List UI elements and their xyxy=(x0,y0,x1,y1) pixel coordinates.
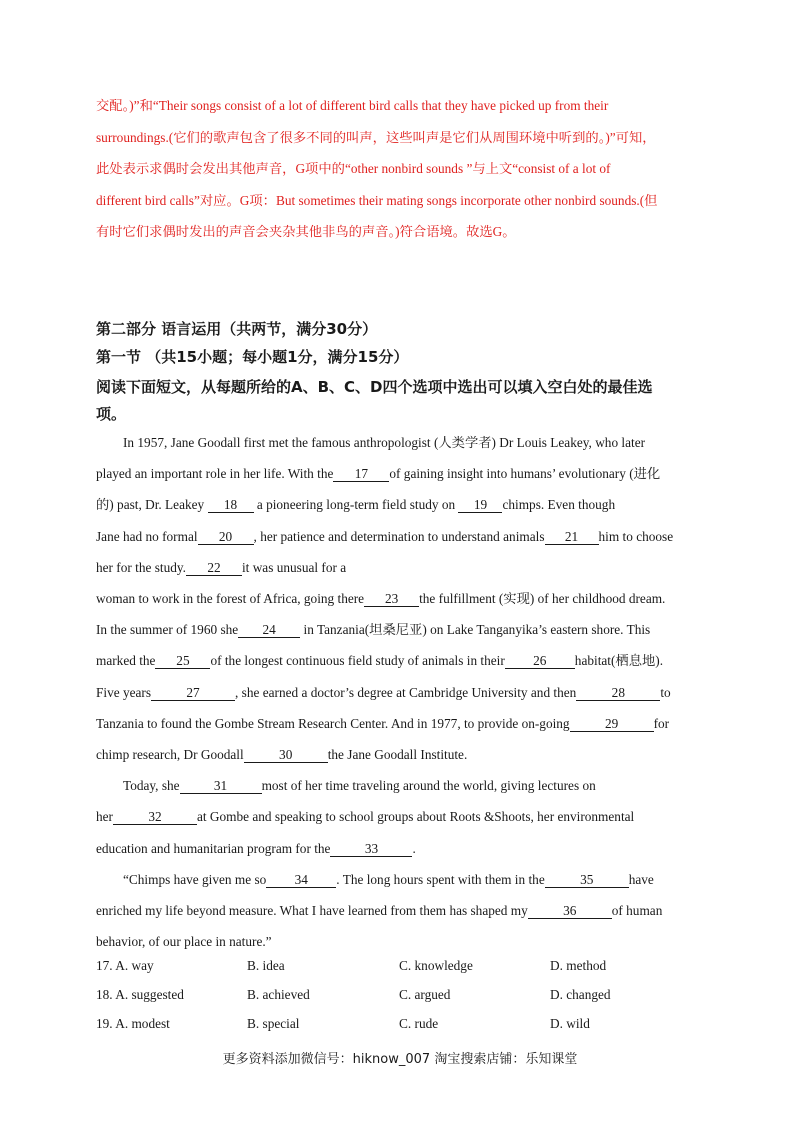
passage-line: played an important role in her life. With the 17 of gaining insight into humans’ evolutionary (进化 xyxy=(96,466,661,482)
instruction-line: 阅读下面短文，从每题所给的A、B、C、D四个选项中选出可以填入空白处的最佳选 xyxy=(96,378,653,396)
passage-line: In the summer of 1960 she 24 in Tanzania(坦桑尼亚) on Lake Tanganyika’s eastern shore. This xyxy=(96,622,651,638)
option-c[interactable]: C. rude xyxy=(399,1016,439,1031)
passage-line: Jane had no formal 20 , her patience and determination to understand animals 21 him to choose xyxy=(96,528,674,544)
blank-30[interactable]: 30 xyxy=(244,747,328,763)
explanation-line: surroundings.(它们的歌声包含了很多不同的叫声，这些叫声是它们从周围环境中听到的。)”可知， xyxy=(96,129,656,145)
question-18-options xyxy=(96,987,708,1016)
explanation-line: 交配。)”和“Their songs consist of a lot of different bird calls that they have picked up from their xyxy=(96,98,609,113)
passage-line: woman to work in the forest of Africa, going there 23 the fulfillment (实现) of her childhood dream. xyxy=(96,591,666,607)
blank-31[interactable]: 31 xyxy=(180,778,262,794)
explanation-line: different bird calls”对应。G项：But sometimes their mating songs incorporate other nonbird sounds.(但 xyxy=(96,192,658,208)
blank-26[interactable]: 26 xyxy=(505,653,575,669)
blank-32[interactable]: 32 xyxy=(113,809,197,825)
option-d[interactable]: D. wild xyxy=(550,1016,590,1031)
blank-29[interactable]: 29 xyxy=(570,716,654,732)
passage-line: Today, she 31 most of her time traveling around the world, giving lectures on xyxy=(123,778,596,794)
blank-19[interactable]: 19 xyxy=(458,497,502,513)
blank-27[interactable]: 27 xyxy=(151,685,235,701)
passage-line: education and humanitarian program for the 33 . xyxy=(96,840,416,856)
passage-line: Five years 27 , she earned a doctor’s degree at Cambridge University and then 28 to xyxy=(96,684,671,700)
question-17-options xyxy=(96,958,708,987)
passage-line: Tanzania to found the Gombe Stream Research Center. And in 1977, to provide on-going 29 for xyxy=(96,715,670,731)
option-b[interactable]: B. special xyxy=(247,1016,300,1031)
option-c[interactable]: C. knowledge xyxy=(399,958,473,973)
options-list xyxy=(96,958,708,1045)
passage-line: chimp research, Dr Goodall 30 the Jane Goodall Institute. xyxy=(96,747,468,763)
blank-24[interactable]: 24 xyxy=(238,622,300,638)
blank-21[interactable]: 21 xyxy=(545,529,599,545)
page-footer: 更多资料添加微信号：hiknow_007 淘宝搜索店铺：乐知课堂 xyxy=(222,1052,578,1067)
option-d[interactable]: D. changed xyxy=(550,987,611,1002)
blank-17[interactable]: 17 xyxy=(333,466,389,482)
option-a[interactable]: 18. A. suggested xyxy=(96,987,184,1002)
explanation-line: 有时它们求偶时发出的声音会夹杂其他非鸟的声音。)符合语境。故选G。 xyxy=(96,224,516,239)
part-title: 第二部分 语言运用（共两节，满分30分） xyxy=(96,320,378,338)
blank-28[interactable]: 28 xyxy=(576,685,660,701)
passage-line: “Chimps have given me so 34 . The long hours spent with them in the 35 have xyxy=(123,871,654,887)
passage-line: her for the study. 22 it was unusual for a xyxy=(96,559,347,575)
blank-36[interactable]: 36 xyxy=(528,903,612,919)
blank-33[interactable]: 33 xyxy=(330,841,412,857)
blank-18[interactable]: 18 xyxy=(208,497,254,513)
instruction-line: 项。 xyxy=(96,405,127,423)
answer-explanation xyxy=(96,90,708,248)
option-b[interactable]: B. idea xyxy=(247,958,285,973)
blank-23[interactable]: 23 xyxy=(364,591,419,607)
blank-34[interactable]: 34 xyxy=(266,872,336,888)
passage-line: behavior, of our place in nature.” xyxy=(96,934,272,950)
passage xyxy=(96,427,708,957)
option-b[interactable]: B. achieved xyxy=(247,987,310,1002)
blank-20[interactable]: 20 xyxy=(198,529,254,545)
explanation-line: 此处表示求偶时会发出其他声音，G项中的“other nonbird sounds ”与上文“consist of a lot of xyxy=(96,161,611,176)
passage-line: her 32 at Gombe and speaking to school groups about Roots &Shoots, her environmental xyxy=(96,809,635,825)
blank-35[interactable]: 35 xyxy=(545,872,629,888)
passage-line: 的) past, Dr. Leakey 18 a pioneering long-term field study on 19 chimps. Even though xyxy=(96,497,616,513)
option-d[interactable]: D. method xyxy=(550,958,607,973)
section-title: 第一节 （共15小题；每小题1分，满分15分） xyxy=(96,348,409,366)
option-a[interactable]: 19. A. modest xyxy=(96,1016,170,1031)
passage-line: enriched my life beyond measure. What I have learned from them has shaped my 36 of human xyxy=(96,903,663,919)
question-19-options xyxy=(96,1016,708,1045)
option-c[interactable]: C. argued xyxy=(399,987,451,1002)
blank-22[interactable]: 22 xyxy=(186,560,242,576)
passage-line: marked the 25 of the longest continuous field study of animals in their 26 habitat(栖息地). xyxy=(96,653,664,669)
blank-25[interactable]: 25 xyxy=(155,653,210,669)
passage-line: In 1957, Jane Goodall first met the famous anthropologist (人类学者) Dr Louis Leakey, who later xyxy=(123,435,646,450)
option-a[interactable]: 17. A. way xyxy=(96,958,154,973)
